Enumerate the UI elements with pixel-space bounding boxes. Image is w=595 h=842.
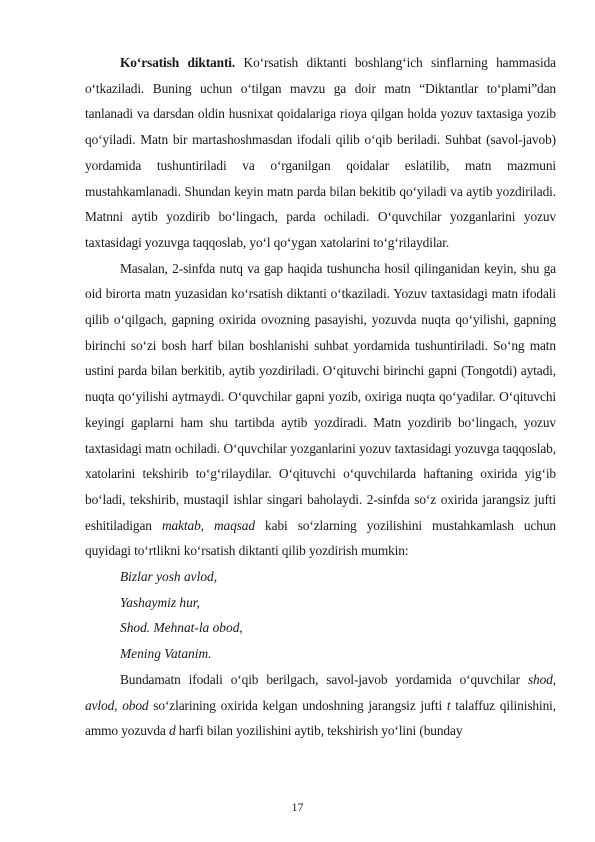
poem-line: Mening Vatanim. [120,646,212,662]
poem-line: Bizlar yosh avlod, [120,569,218,585]
paragraph-text: Bundamatn ifodali o‘qib berilgach, savol-javob yordamida o‘quvchilar [120,671,528,687]
example-word: shod [527,671,553,687]
paragraph-text: talaffuz qilinishini, ammo yozuvda [85,697,556,739]
paragraph-text: kabi so‘zlarning yozilishini mustahkamlash uchun quyidagi to‘rtlikni ko‘rsatish diktanti qilib yozdirish mumkin: [85,517,556,559]
poem-line: Yashaymiz hur, [120,594,200,610]
separator: , [552,671,556,687]
example-letter: t [446,697,451,713]
page-number: 17 [291,800,304,814]
poem-line: Shod. Mehnat-la obod, [120,620,243,636]
separator: , [114,697,123,713]
paragraph-heading: Ko‘rsatish diktanti. [120,55,236,70]
paragraph-explanation [85,667,556,744]
example-letter: d [168,723,176,739]
separator: , [200,517,214,533]
paragraph-text: so‘zlarining oxirida kelgan undoshning jarangsiz jufti [148,697,447,713]
paragraph-text: Masalan, 2-sinfda nutq va gap haqida tushuncha hosil qilinganidan keyin, shu ga oid birorta matn yuzasidan ko‘rsatish diktanti o‘tkaziladi. Yozuv taxtasidagi matn ifodali qilib o‘qilgach, gapning oxirida ovozning pasayishi, yozuvda nuqta qo‘yilishi, gapning birinchi so‘zi bosh harf bilan boshlanishi suhbat yordamida tushuntiriladi. So‘ng matn ustini parda bilan berkitib, aytib yozdiriladi. O‘qituvchi birinchi gapni (Tongotdi) aytadi, nuqta qo‘yilishi aytmaydi. O‘quvchilar gapni yozib, oxiriga nuqta qo‘yadilar. O‘qituvchi keyingi gaplarni ham shu tartibda aytib yozdiradi. Matn yozdirib bo‘lingach, yozuv taxtasidagi matn ochiladi. O‘quvchilar yozganlarini yozuv taxtasidagi yozuvga taqqoslab, xatolarini tekshirib to‘g‘rilaydilar. O‘qituvchi o‘quvchilarda haftaning oxirida yig‘ib bo‘ladi, tekshirib, mustaqil ishlar singari baholaydi. 2-sinfda so‘z oxirida jarangsiz jufti eshitiladigan [85,260,556,533]
paragraph-dictation-definition [85,50,556,256]
paragraph-text: Ko‘rsatish diktanti boshlang‘ich sinflarning hammasida o‘tkaziladi. Buning uchun o‘tilgan mavzu ga doir matn “Diktantlar to‘plami”dan tanlanadi va darsdan oldin husnixat qoidalariga rioya qilgan holda yozuv taxtasiga yozib qo‘yiladi. Matn bir martashoshmasdan ifodali qilib o‘qib beriladi. Suhbat (savol-javob) yordamida tushuntiriladi va o‘rganilgan qoidalar eslatilib, matn mazmuni mustahkamlanadi. Shundan keyin matn parda bilan bekitib qo‘yiladi va aytib yozdiriladi. Matnni aytib yozdirib bo‘lingach, parda ochiladi. O‘quvchilar yozganlarini yozuv taxtasidagi yozuvga taqqoslab, yo‘l qo‘ygan xatolarini to‘g‘rilaydilar. [85,55,556,250]
paragraph-text: harfi bilan yozilishini aytib, tekshirish yo‘lini (bunday [175,723,463,739]
example-word: maqsad [214,517,255,533]
paragraph-example [85,256,556,564]
example-word: avlod [85,697,115,713]
example-word: obod [122,697,149,713]
example-word: maktab [161,517,201,533]
body-text [85,50,556,744]
